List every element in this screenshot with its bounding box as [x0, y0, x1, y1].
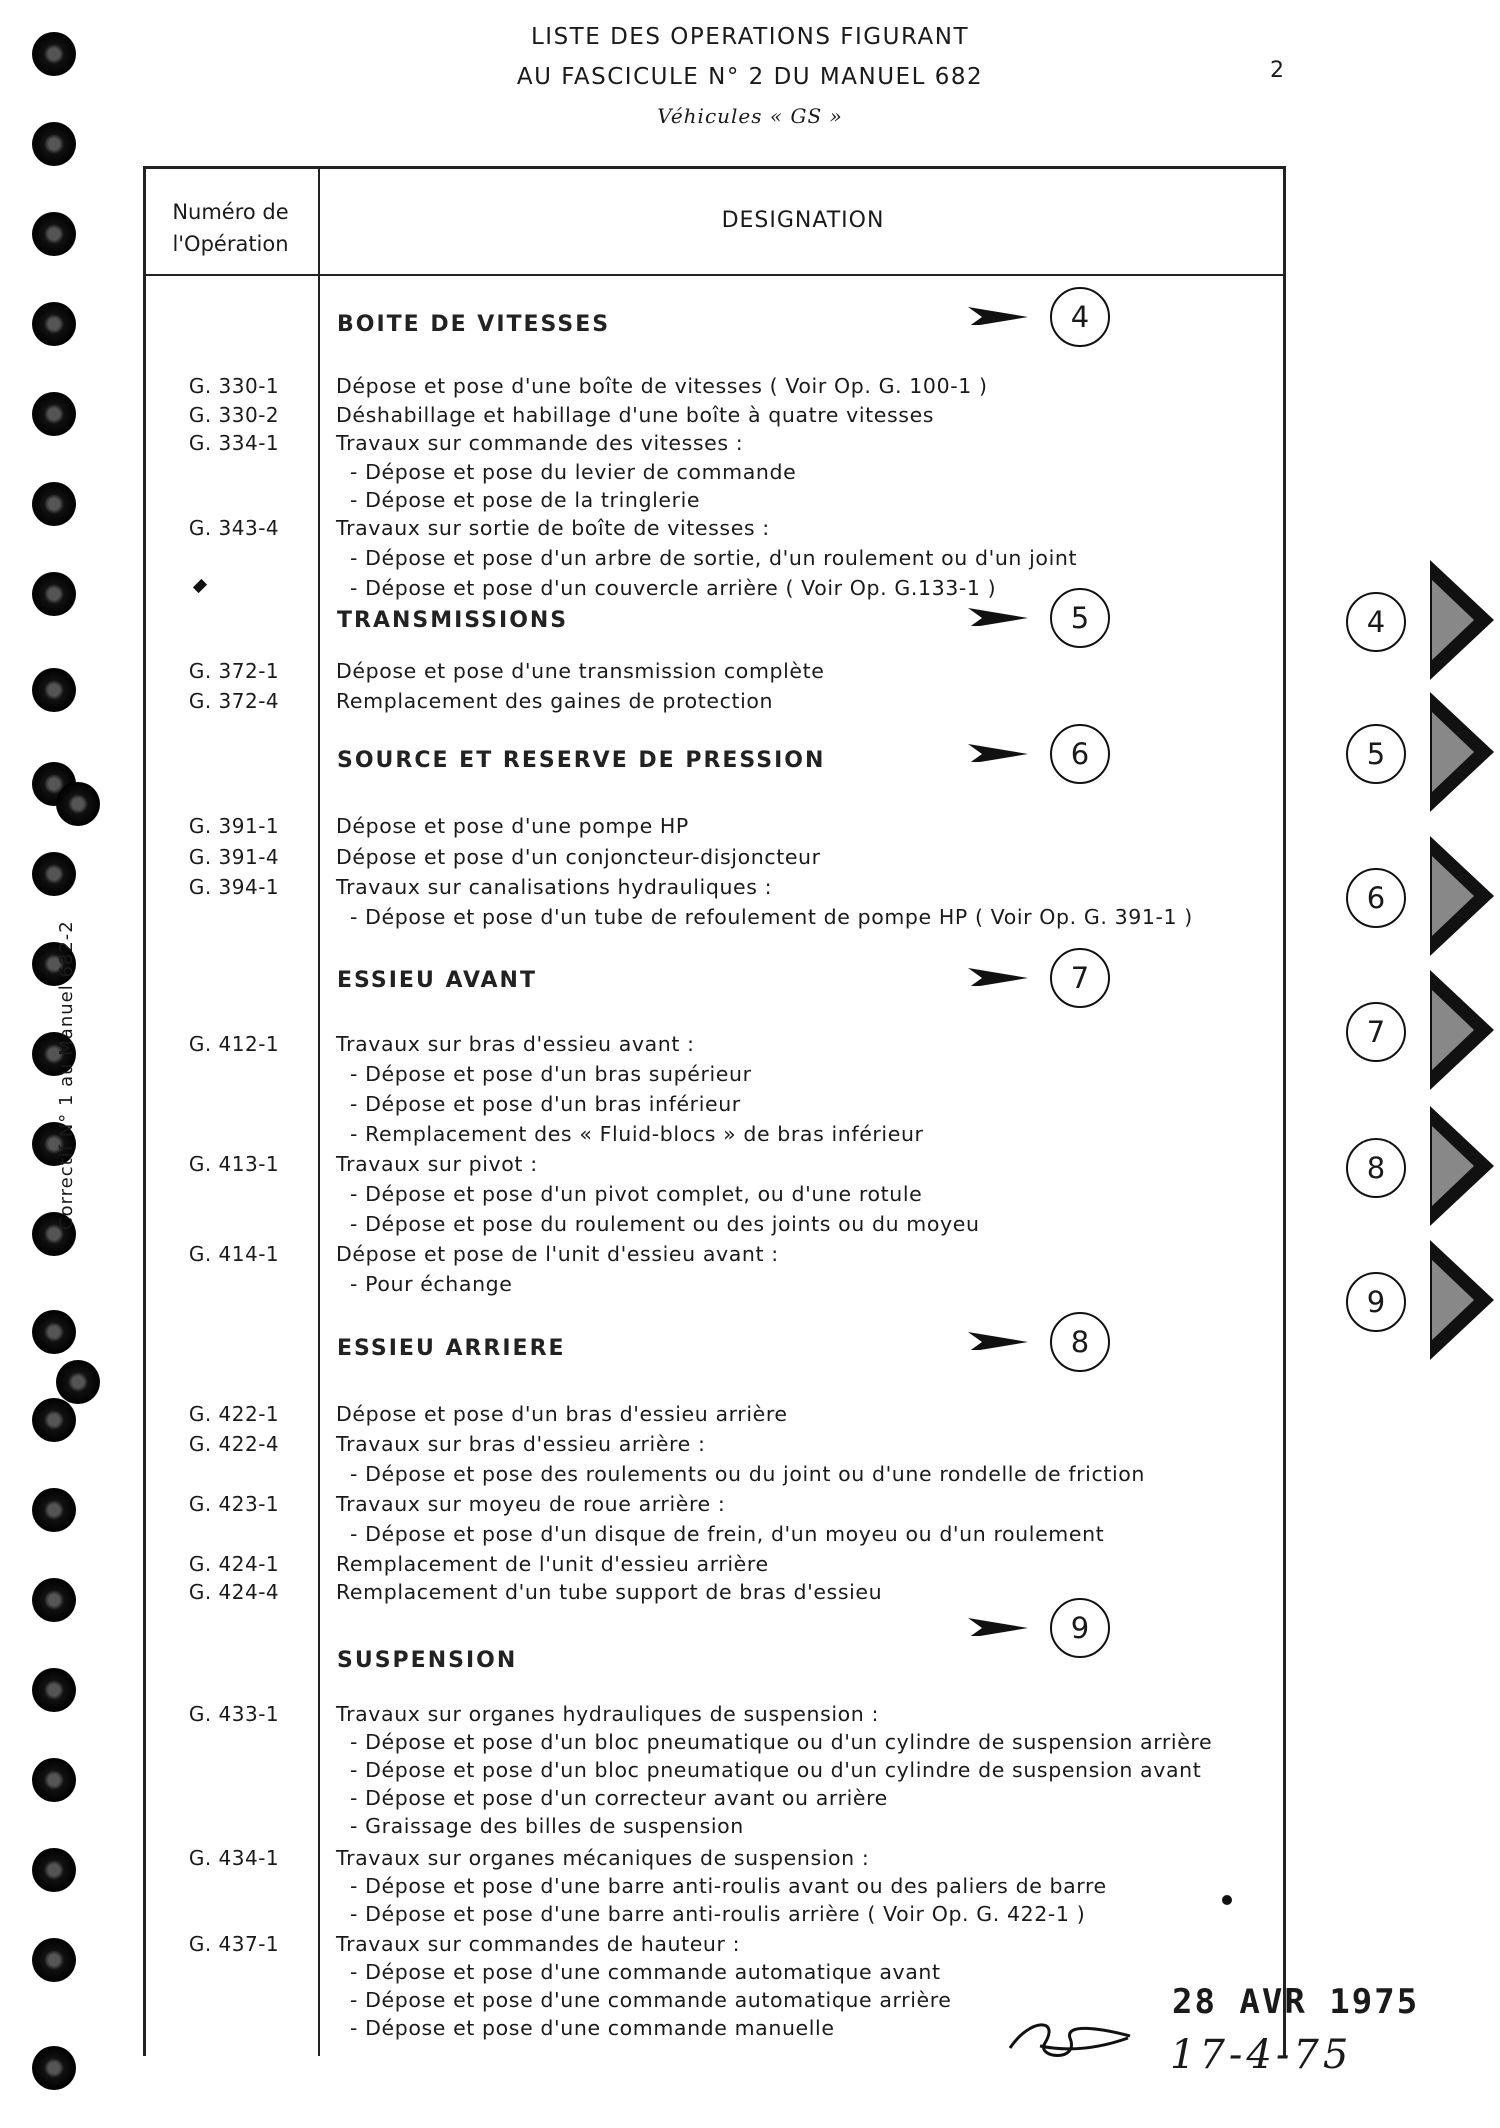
operation-code: G. 434-1 [188, 1846, 280, 1870]
binder-hole [32, 2046, 76, 2090]
binder-hole [32, 1758, 76, 1802]
tab-triangle-shade-icon [1432, 856, 1474, 936]
operation-code: G. 424-1 [188, 1552, 280, 1576]
operation-code: G. 412-1 [188, 1032, 280, 1056]
binder-hole [56, 782, 100, 826]
section-title: SUSPENSION [337, 1648, 518, 1673]
section-marker: 8 [1050, 1312, 1110, 1372]
operation-description: - Dépose et pose d'un bloc pneumatique ou d'un cylindre de suspension avant [350, 1758, 1202, 1782]
operation-description: - Graissage des billes de suspension [350, 1814, 744, 1838]
section-marker: 6 [1050, 724, 1110, 784]
signature-icon [1000, 2008, 1140, 2078]
operation-description: - Dépose et pose des roulements ou du joint ou d'une rondelle de friction [350, 1462, 1146, 1486]
operation-code: G. 330-2 [188, 403, 280, 427]
operation-description: - Dépose et pose d'un correcteur avant ou arrière [350, 1786, 888, 1810]
binder-hole [32, 1578, 76, 1622]
document-title-line2: AU FASCICULE N° 2 DU MANUEL 682 [516, 64, 984, 90]
operation-description: - Dépose et pose d'un bras supérieur [350, 1062, 752, 1086]
binder-hole [32, 852, 76, 896]
operation-description: - Dépose et pose du levier de commande [350, 460, 797, 484]
page-number: 2 [1270, 58, 1284, 83]
section-marker: 7 [1050, 948, 1110, 1008]
operation-description: Travaux sur commande des vitesses : [336, 431, 744, 455]
operation-description: - Dépose et pose d'un disque de frein, d'un moyeu ou d'un roulement [350, 1522, 1105, 1546]
operation-code: G. 394-1 [188, 875, 280, 899]
binder-hole [32, 482, 76, 526]
operation-description: Remplacement d'un tube support de bras d'essieu [336, 1580, 883, 1604]
arrow-right-icon [968, 742, 1028, 762]
section-tab-number: 8 [1346, 1138, 1406, 1198]
tab-triangle-shade-icon [1432, 990, 1474, 1070]
tab-triangle-shade-icon [1432, 1126, 1474, 1206]
binder-hole [32, 212, 76, 256]
section-title: ESSIEU ARRIERE [337, 1336, 566, 1361]
operation-code: G. 422-4 [188, 1432, 280, 1456]
operation-description: Dépose et pose de l'unit d'essieu avant : [336, 1242, 779, 1266]
arrow-right-icon [968, 1330, 1028, 1350]
arrow-right-icon [968, 966, 1028, 986]
operation-description: Travaux sur organes mécaniques de suspension : [336, 1846, 870, 1870]
binder-hole [32, 1488, 76, 1532]
operation-description: - Dépose et pose du roulement ou des joints ou du moyeu [350, 1212, 980, 1236]
section-tab-number: 5 [1346, 724, 1406, 784]
binder-hole [32, 392, 76, 436]
column-header-number [143, 196, 318, 260]
operation-description: Travaux sur organes hydrauliques de suspension : [336, 1702, 880, 1726]
operation-description: Déshabillage et habillage d'une boîte à quatre vitesses [336, 403, 935, 427]
document-subtitle: Véhicules « GS » [657, 104, 843, 128]
arrow-right-icon [968, 606, 1028, 626]
operation-code: G. 422-1 [188, 1402, 280, 1426]
operation-description: Travaux sur moyeu de roue arrière : [336, 1492, 726, 1516]
operation-description: - Dépose et pose d'un couvercle arrière ( Voir Op. G.133-1 ) [350, 576, 997, 600]
document-title-line1: LISTE DES OPERATIONS FIGURANT [530, 24, 969, 50]
operation-code: G. 413-1 [188, 1152, 280, 1176]
operation-description: - Dépose et pose d'une commande automatique arrière [350, 1988, 952, 2012]
section-tab-number: 7 [1346, 1002, 1406, 1062]
operation-description: - Dépose et pose d'une barre anti-roulis arrière ( Voir Op. G. 422-1 ) [350, 1902, 1086, 1926]
operation-description: - Dépose et pose d'un pivot complet, ou d'une rotule [350, 1182, 923, 1206]
arrow-right-icon [968, 1616, 1028, 1636]
operation-description: Dépose et pose d'un bras d'essieu arrière [336, 1402, 788, 1426]
operation-description: Travaux sur sortie de boîte de vitesses : [336, 516, 770, 540]
binder-hole [32, 668, 76, 712]
section-tab-number: 9 [1346, 1272, 1406, 1332]
operation-code: G. 433-1 [188, 1702, 280, 1726]
operation-code: G. 391-1 [188, 814, 280, 838]
arrow-right-icon [968, 305, 1028, 325]
operation-description: - Dépose et pose d'un arbre de sortie, d'un roulement ou d'un joint [350, 546, 1078, 570]
operation-description: - Dépose et pose d'une barre anti-roulis avant ou des paliers de barre [350, 1874, 1107, 1898]
operation-code: G. 414-1 [188, 1242, 280, 1266]
binder-hole [32, 1398, 76, 1442]
section-marker: 9 [1050, 1598, 1110, 1658]
tab-triangle-shade-icon [1432, 712, 1474, 792]
operation-code: G. 423-1 [188, 1492, 280, 1516]
operation-description: Dépose et pose d'une transmission complète [336, 659, 825, 683]
table-border-right [1283, 166, 1286, 2056]
operation-description: - Pour échange [350, 1272, 513, 1296]
section-title: TRANSMISSIONS [337, 608, 569, 633]
operation-code: G. 372-1 [188, 659, 280, 683]
binder-hole [56, 1360, 100, 1404]
operation-description: Remplacement des gaines de protection [336, 689, 774, 713]
binder-hole [32, 1310, 76, 1354]
section-marker: 4 [1050, 287, 1110, 347]
operation-description: - Remplacement des « Fluid-blocs » de bras inférieur [350, 1122, 924, 1146]
operation-description: - Dépose et pose de la tringlerie [350, 488, 701, 512]
tab-triangle-shade-icon [1432, 1260, 1474, 1340]
operation-description: - Dépose et pose d'un bras inférieur [350, 1092, 741, 1116]
ink-dot [1222, 1895, 1232, 1905]
operation-description: Dépose et pose d'une boîte de vitesses ( Voir Op. G. 100-1 ) [336, 374, 988, 398]
operation-code: G. 334-1 [188, 431, 280, 455]
operation-description: Dépose et pose d'un conjoncteur-disjoncteur [336, 845, 821, 869]
operation-description: Dépose et pose d'une pompe HP [336, 814, 689, 838]
binder-hole [32, 1938, 76, 1982]
section-marker: 5 [1050, 588, 1110, 648]
section-tab-number: 6 [1346, 868, 1406, 928]
operation-description: Travaux sur bras d'essieu arrière : [336, 1432, 706, 1456]
tab-triangle-shade-icon [1432, 580, 1474, 660]
binder-hole [32, 122, 76, 166]
operation-description: - Dépose et pose d'une commande automatique avant [350, 1960, 941, 1984]
operation-code: G. 372-4 [188, 689, 280, 713]
operation-code: G. 343-4 [188, 516, 280, 540]
section-title: SOURCE ET RESERVE DE PRESSION [337, 748, 826, 773]
binder-hole [32, 1848, 76, 1892]
section-title: BOITE DE VITESSES [337, 312, 611, 337]
date-stamp: 28 AVR 1975 [1172, 1982, 1420, 2022]
binder-hole [32, 572, 76, 616]
section-tab-number: 4 [1346, 592, 1406, 652]
operation-description: Travaux sur commandes de hauteur : [336, 1932, 741, 1956]
operation-description: - Dépose et pose d'un bloc pneumatique ou d'un cylindre de suspension arrière [350, 1730, 1213, 1754]
table-border-left [143, 166, 146, 2056]
sidebar-correctif-text: Correctif N° 1 au Manuel 682-2 [56, 920, 77, 1230]
operation-description: - Dépose et pose d'une commande manuelle [350, 2016, 835, 2040]
operation-code: G. 330-1 [188, 374, 280, 398]
operation-description: - Dépose et pose d'un tube de refoulement de pompe HP ( Voir Op. G. 391-1 ) [350, 905, 1193, 929]
column-header-number-line2: l'Opération [172, 232, 289, 256]
table-column-divider [318, 166, 320, 2056]
column-header-number-line1: Numéro de [172, 200, 289, 224]
operation-description: Remplacement de l'unit d'essieu arrière [336, 1552, 769, 1576]
binder-hole [32, 1668, 76, 1712]
handwritten-date: 17-4-75 [1170, 2032, 1353, 2078]
column-header-designation: DESIGNATION [721, 208, 885, 233]
operation-code: G. 424-4 [188, 1580, 280, 1604]
section-title: ESSIEU AVANT [337, 968, 537, 993]
operation-description: Travaux sur canalisations hydrauliques : [336, 875, 773, 899]
operation-description: Travaux sur pivot : [336, 1152, 538, 1176]
table-border-top [143, 166, 1286, 169]
operation-code: G. 391-4 [188, 845, 280, 869]
table-header-divider [143, 274, 1286, 276]
binder-hole [32, 302, 76, 346]
operation-code: G. 437-1 [188, 1932, 280, 1956]
operation-description: Travaux sur bras d'essieu avant : [336, 1032, 695, 1056]
